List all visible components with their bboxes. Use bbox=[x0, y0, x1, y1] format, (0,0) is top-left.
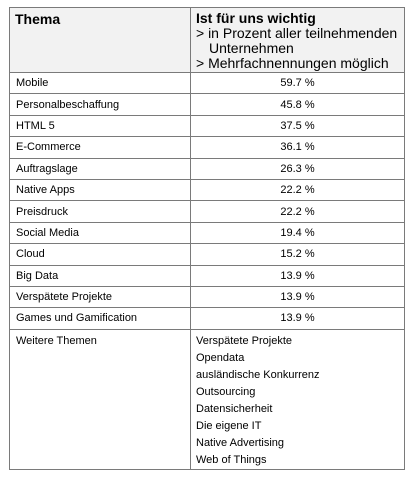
table-row bbox=[10, 137, 405, 158]
topic-cell: Big Data bbox=[10, 265, 191, 286]
table-header-row bbox=[10, 8, 405, 73]
percent-cell: 15.2 % bbox=[191, 244, 405, 265]
table-row bbox=[10, 244, 405, 265]
topic-cell: Personalbeschaffung bbox=[10, 94, 191, 115]
further-topic-item: Native Advertising bbox=[196, 436, 285, 449]
header-value-title: Ist für uns wichtig bbox=[196, 10, 316, 26]
table-row bbox=[10, 265, 405, 286]
survey-table bbox=[9, 7, 405, 470]
topic-cell: HTML 5 bbox=[10, 115, 191, 136]
topic-cell: Cloud bbox=[10, 244, 191, 265]
further-topic-item: Opendata bbox=[196, 351, 245, 364]
further-topic-item: Datensicherheit bbox=[196, 402, 273, 415]
topic-cell: Auftragslage bbox=[10, 158, 191, 179]
further-topic-item: ausländische Konkurrenz bbox=[196, 368, 320, 381]
further-topic-item: Outsourcing bbox=[196, 385, 256, 398]
header-note-percent-cont: Unternehmen bbox=[209, 40, 294, 56]
table-row bbox=[10, 158, 405, 179]
percent-cell: 26.3 % bbox=[191, 158, 405, 179]
table-row bbox=[10, 179, 405, 200]
percent-cell: 19.4 % bbox=[191, 222, 405, 243]
topic-cell: Social Media bbox=[10, 222, 191, 243]
table-row bbox=[10, 115, 405, 136]
table-row bbox=[10, 308, 405, 329]
topic-cell: Preisdruck bbox=[10, 201, 191, 222]
further-topic-item: Verspätete Projekte bbox=[196, 334, 293, 347]
further-topics-row bbox=[10, 329, 405, 469]
percent-cell: 59.7 % bbox=[191, 73, 405, 94]
further-topics-list bbox=[196, 333, 404, 469]
table-row bbox=[10, 286, 405, 307]
percent-cell: 36.1 % bbox=[191, 137, 405, 158]
percent-cell: 13.9 % bbox=[191, 286, 405, 307]
further-topic-item: Web of Things bbox=[196, 453, 267, 466]
percent-cell: 45.8 % bbox=[191, 94, 405, 115]
table-row bbox=[10, 222, 405, 243]
header-topic-cell bbox=[10, 8, 191, 73]
topic-cell: Verspätete Projekte bbox=[10, 286, 191, 307]
percent-cell: 22.2 % bbox=[191, 201, 405, 222]
topic-cell: Mobile bbox=[10, 73, 191, 94]
topic-cell: Native Apps bbox=[10, 179, 191, 200]
table-row bbox=[10, 201, 405, 222]
table-row bbox=[10, 73, 405, 94]
header-topic-label: Thema bbox=[15, 11, 61, 27]
percent-cell: 13.9 % bbox=[191, 308, 405, 329]
header-note-multiple: > Mehrfachnennungen möglich bbox=[196, 55, 389, 71]
percent-cell: 13.9 % bbox=[191, 265, 405, 286]
table-row bbox=[10, 94, 405, 115]
table-body bbox=[10, 73, 405, 330]
percent-cell: 37.5 % bbox=[191, 115, 405, 136]
header-value-cell bbox=[191, 8, 405, 73]
header-note-percent: > in Prozent aller teilnehmenden bbox=[196, 25, 398, 41]
percent-cell: 22.2 % bbox=[191, 179, 405, 200]
topic-cell: E-Commerce bbox=[10, 137, 191, 158]
further-topics-cell bbox=[191, 329, 405, 469]
topic-cell: Games und Gamification bbox=[10, 308, 191, 329]
further-topic-item: Die eigene IT bbox=[196, 419, 262, 432]
further-topics-label: Weitere Themen bbox=[10, 329, 191, 469]
